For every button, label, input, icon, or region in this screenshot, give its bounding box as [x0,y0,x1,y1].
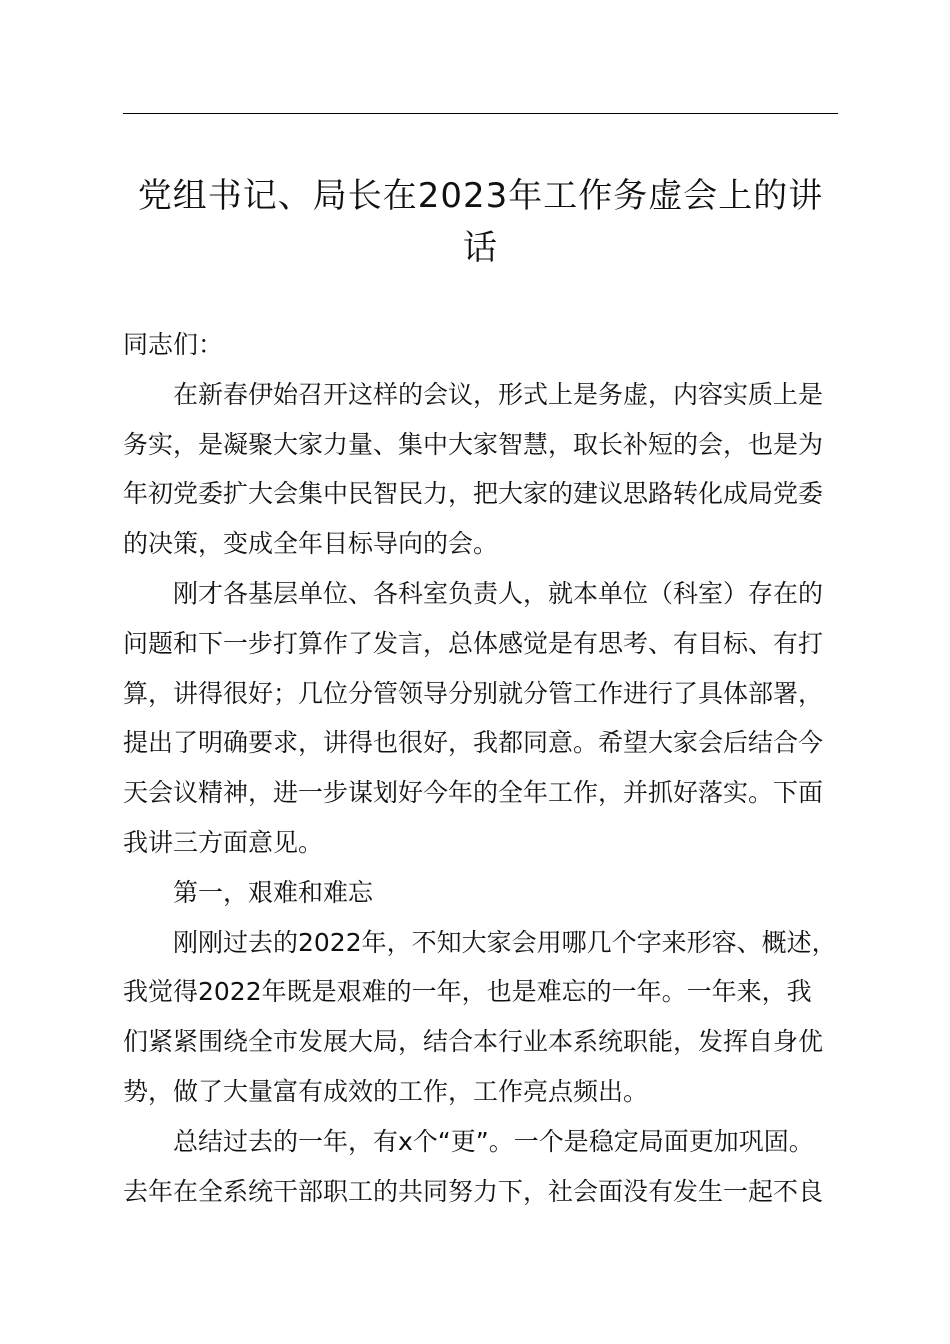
header-rule [123,113,838,114]
body-line: 势，做了大量富有成效的工作，工作亮点频出。 [123,1076,649,1106]
body-line: 我觉得2022年既是艰难的一年，也是难忘的一年。一年来，我 [123,977,812,1007]
body-line: 务实，是凝聚大家力量、集中大家智慧，取长补短的会，也是为 [123,429,824,459]
body-line: 们紧紧围绕全市发展大局，结合本行业本系统职能，发挥自身优 [123,1027,824,1057]
salutation: 同志们： [123,330,224,359]
body-line: 在新春伊始召开这样的会议，形式上是务虚，内容实质上是 [173,379,824,409]
body-line: 的决策，变成全年目标导向的会。 [123,529,499,559]
body-line: 总结过去的一年，有x个“更”。一个是稳定局面更加巩固。 [173,1126,814,1156]
title-line-2: 话 [463,228,498,268]
body-line: 问题和下一步打算作了发言，总体感觉是有思考、有目标、有打 [123,628,824,658]
document-body [123,320,853,1216]
body-line: 我讲三方面意见。 [123,827,324,857]
document-title [123,170,838,274]
body-line: 算，讲得很好；几位分管领导分别就分管工作进行了具体部署， [123,678,824,708]
section-heading: 第一，艰难和难忘 [173,877,374,907]
body-line: 天会议精神，进一步谋划好今年的全年工作，并抓好落实。下面 [123,778,824,808]
title-line-1: 党组书记、局长在2023年工作务虚会上的讲 [137,176,824,216]
body-line: 刚刚过去的2022年，不知大家会用哪几个字来形容、概述， [173,927,837,957]
body-line: 去年在全系统干部职工的共同努力下，社会面没有发生一起不良 [123,1176,824,1206]
body-line: 年初党委扩大会集中民智民力，把大家的建议思路转化成局党委 [123,479,824,509]
body-line: 刚才各基层单位、各科室负责人，就本单位（科室）存在的 [173,578,824,608]
body-line: 提出了明确要求，讲得也很好，我都同意。希望大家会后结合今 [123,728,824,758]
